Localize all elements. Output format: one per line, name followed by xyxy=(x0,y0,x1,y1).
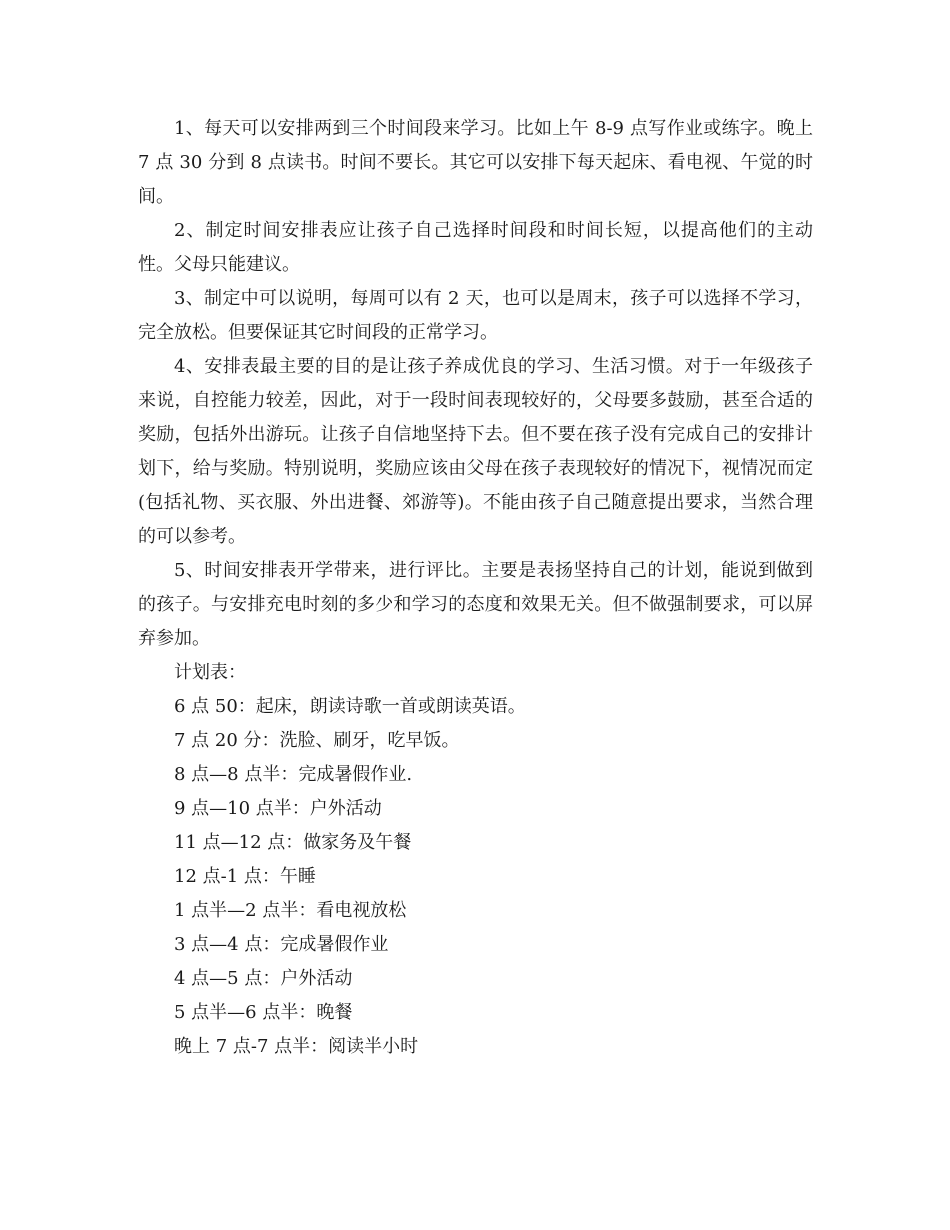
schedule-list xyxy=(138,690,813,1064)
schedule-item: 1 点半—2 点半：看电视放松 xyxy=(174,900,407,921)
paragraph-4: 4、安排表最主要的目的是让孩子养成优良的学习、生活习惯。对于一年级孩子来说，自控能力较差，因此，对于一段时间表现较好的，父母要多鼓励，甚至合适的奖励，包括外出游玩。让孩子自信地坚持下去。但不要在孩子没有完成自己的安排计划下，给与奖励。特别说明，奖励应该由父母在孩子表现较好的情况下，视情况而定(包括礼物、买衣服、外出进餐、郊游等)。不能由孩子自己随意提出要求，当然合理的可以参考。 xyxy=(138,356,813,547)
schedule-item: 3 点—4 点：完成暑假作业 xyxy=(174,934,389,955)
plan-title: 计划表： xyxy=(174,662,246,683)
document-page xyxy=(138,112,813,1064)
schedule-item: 5 点半—6 点半：晚餐 xyxy=(174,1002,353,1023)
schedule-item: 9 点—10 点半：户外活动 xyxy=(174,798,382,819)
paragraph-2: 2、制定时间安排表应让孩子自己选择时间段和时间长短，以提高他们的主动性。父母只能建议。 xyxy=(138,220,813,275)
schedule-item: 12 点-1 点：午睡 xyxy=(174,866,316,887)
schedule-item: 晚上 7 点-7 点半：阅读半小时 xyxy=(174,1036,419,1057)
schedule-item: 4 点—5 点：户外活动 xyxy=(174,968,353,989)
schedule-item: 8 点—8 点半：完成暑假作业. xyxy=(174,764,413,785)
schedule-item: 6 点 50：起床，朗读诗歌一首或朗读英语。 xyxy=(174,696,526,717)
paragraph-1: 1、每天可以安排两到三个时间段来学习。比如上午 8-9 点写作业或练字。晚上 7 点 30 分到 8 点读书。时间不要长。其它可以安排下每天起床、看电视、午觉的时间。 xyxy=(138,118,813,207)
paragraph-3: 3、制定中可以说明，每周可以有 2 天，也可以是周末，孩子可以选择不学习，完全放松。但要保证其它时间段的正常学习。 xyxy=(138,288,813,343)
paragraph-5: 5、时间安排表开学带来，进行评比。主要是表扬坚持自己的计划，能说到做到的孩子。与安排充电时刻的多少和学习的态度和效果无关。但不做强制要求，可以屏弃参加。 xyxy=(138,560,813,649)
schedule-item: 11 点—12 点：做家务及午餐 xyxy=(174,832,412,853)
schedule-item: 7 点 20 分：洗脸、刷牙，吃早饭。 xyxy=(174,730,460,751)
